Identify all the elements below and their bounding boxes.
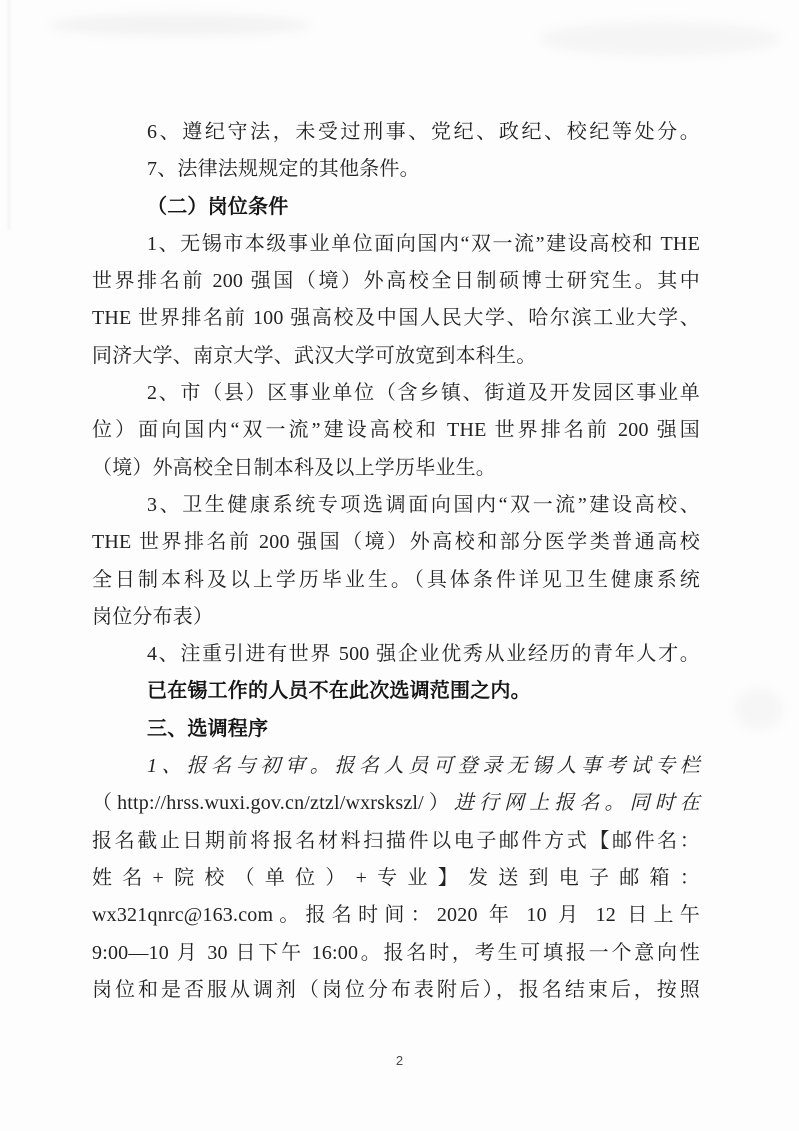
doc-line-email-subject: 姓名+院校（单位）+专业】发送到电子邮箱： (92, 866, 700, 889)
bold-note-local-workers-excluded: 已在锡工作的人员不在此次选调范围之内。 (147, 680, 531, 703)
doc-line-condition1-a: 1、无锡市本级事业单位面向国内“双一流”建设高校和 THE (147, 232, 700, 255)
doc-line-condition1-d: 同济大学、南京大学、武汉大学可放宽到本科生。 (92, 344, 537, 367)
doc-line-condition2-c: （境）外高校全日制本科及以上学历毕业生。 (92, 456, 496, 479)
doc-line-discipline-item6: 6、遵纪守法，未受过刑事、党纪、政纪、校纪等处分。 (147, 121, 700, 143)
doc-line-law-item7: 7、法律法规规定的其他条件。 (147, 158, 420, 181)
doc-line-registration-a: 1、报名与初审。报名人员可登录无锡人事考试专栏 (147, 755, 700, 778)
doc-line-condition1-b: 世界排名前 200 强国（境）外高校全日制硕博士研究生。其中 (92, 270, 700, 293)
doc-line-position-choice: 岗位和是否服从调剂（岗位分布表附后），报名结束后，按照 (92, 978, 700, 1001)
document-body (92, 114, 700, 1009)
doc-line-condition1-c: THE 世界排名前 100 强高校及中国人民大学、哈尔滨工业大学、 (92, 307, 700, 330)
doc-line-condition3-c: 全日制本科及以上学历毕业生。（具体条件详见卫生健康系统 (92, 568, 700, 591)
doc-line-email-address-time: wx321qnrc@163.com。报名时间：2020 年 10 月 12 日上午 (92, 904, 700, 927)
section-heading-job-conditions: （二）岗位条件 (147, 195, 289, 218)
doc-line-time-detail: 9:00—10 月 30 日下午 16:00。报名时，考生可填报一个意向性 (92, 941, 700, 964)
scan-smudge-top-left (50, 14, 310, 36)
page-number: 2 (395, 1053, 404, 1068)
doc-line-condition3-d: 岗位分布表） (92, 605, 214, 628)
doc-line-condition2-a: 2、市（县）区事业单位（含乡镇、街道及开发园区事业单 (147, 382, 700, 405)
doc-line-condition3-b: THE 世界排名前 200 强国（境）外高校和部分医学类普通高校 (92, 531, 700, 554)
doc-line-condition3-a: 3、卫生健康系统专项选调面向国内“双一流”建设高校、 (147, 493, 700, 516)
scan-smudge-right-edge (735, 688, 783, 730)
registration-url-tail: 进行网上报名。同时在 (453, 792, 700, 815)
scan-smudge-top-right (540, 22, 780, 56)
registration-url-text: （http://hrss.wuxi.gov.cn/ztzl/wxrskszl/） (92, 792, 454, 815)
section-heading-selection-procedure: 三、选调程序 (147, 717, 269, 740)
doc-line-condition4: 4、注重引进有世界 500 强企业优秀从业经历的青年人才。 (147, 643, 700, 666)
doc-line-registration-c: 报名截止日期前将报名材料扫描件以电子邮件方式【邮件名： (92, 829, 700, 852)
doc-line-registration-url (92, 785, 700, 822)
scan-edge-artifact (8, 0, 10, 230)
doc-line-condition2-b: 位）面向国内“双一流”建设高校和 THE 世界排名前 200 强国 (92, 419, 700, 442)
